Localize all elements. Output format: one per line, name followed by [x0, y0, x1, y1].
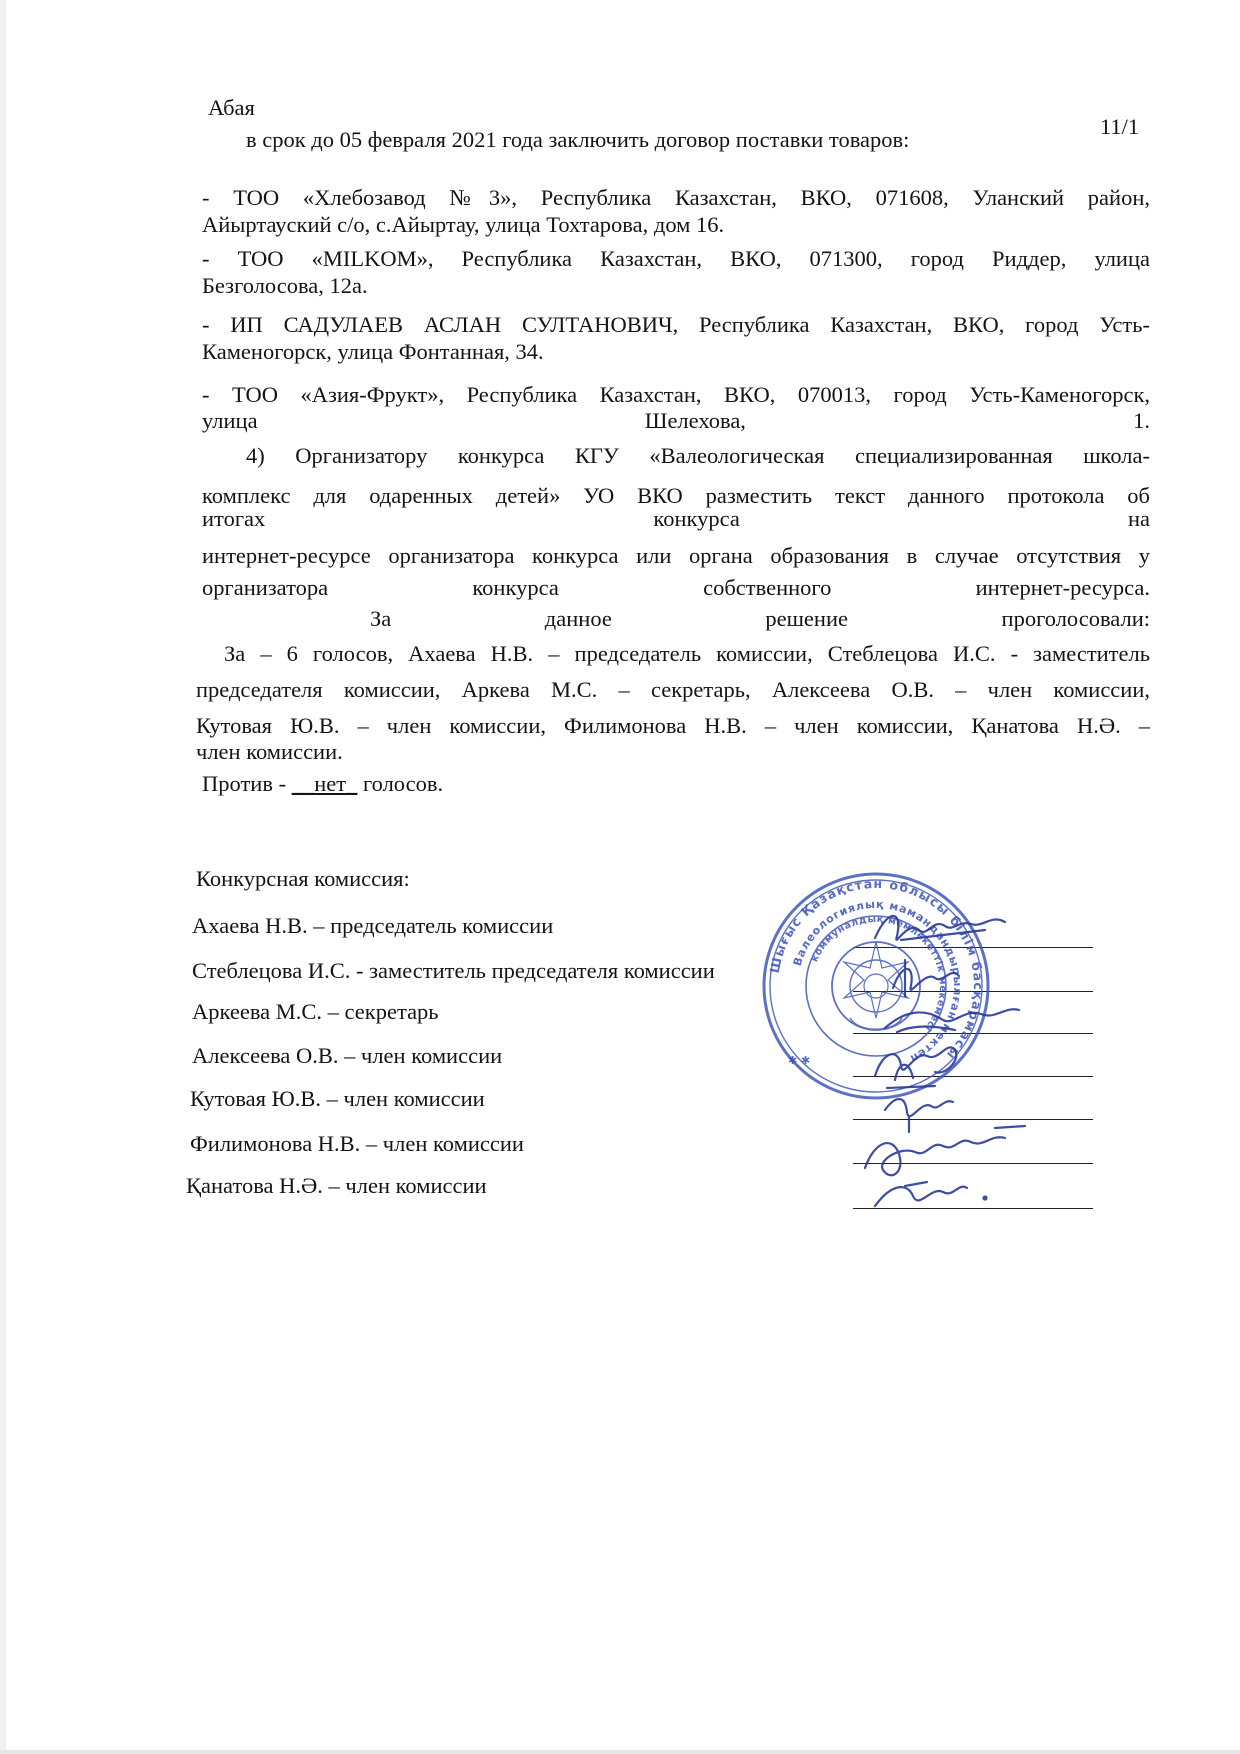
commission-heading: Конкурсная комиссия: [196, 866, 410, 891]
text-line: Каменогорск, улица Фонтанная, 34. [202, 339, 544, 364]
scan-edge [0, 1750, 1240, 1754]
text-line: член комиссии. [196, 739, 343, 764]
commission-member: Алексеева О.В. – член комиссии [192, 1043, 503, 1068]
commission-member: Стеблецова И.С. - заместитель председателя комиссии [192, 958, 715, 983]
text-line: За данное решение проголосовали: [370, 606, 1150, 631]
commission-member: Филимонова Н.В. – член комиссии [190, 1131, 524, 1156]
handwritten-signatures-icon [835, 900, 1075, 1220]
text-line: Абая [208, 95, 255, 120]
text-line: За – 6 голосов, Ахаева Н.В. – председатель комиссии, Стеблецова И.С. - заместитель [224, 641, 1150, 666]
page-number: 11/1 [1100, 114, 1140, 139]
text-line: Айыртауский с/о, с.Айыртау, улица Тохтарова, дом 16. [202, 212, 725, 237]
text-line: - ТОО «MILKOM», Республика Казахстан, ВКО, 071300, город Риддер, улица [202, 246, 1150, 271]
text-line: в срок до 05 февраля 2021 года заключить договор поставки товаров: [246, 127, 910, 152]
text-line: организатора конкурса собственного интернет-ресурса. [202, 575, 1150, 600]
votes-against-value: __нет_ [291, 771, 358, 796]
votes-against-label: Против - [202, 771, 292, 796]
commission-member: Қанатова Н.Ә. – член комиссии [186, 1173, 487, 1198]
votes-against-suffix: голосов. [357, 771, 444, 796]
text-line: - ТОО «Хлебозавод №3», Республика Казахстан, ВКО, 071608, Уланский район, [202, 185, 1150, 210]
text-line: итогах конкурса на [202, 506, 1150, 531]
text-line: комплекс для одаренных детей» УО ВКО разместить текст данного протокола об [202, 483, 1150, 508]
text-line: интернет-ресурсе организатора конкурса или органа образования в случае отсутствия у [202, 543, 1150, 568]
text-line: председателя комиссии, Аркева М.С. – секретарь, Алексеева О.В. – член комиссии, [196, 677, 1150, 702]
text-line: улица Шелехова, 1. [202, 408, 1150, 433]
text-line: 4) Организатору конкурса КГУ «Валеологическая специализированная школа- [246, 443, 1150, 468]
text-line: - ИП САДУЛАЕВ АСЛАН СУЛТАНОВИЧ, Республика Казахстан, ВКО, город Усть- [202, 312, 1150, 337]
text-line: - ТОО «Азия-Фрукт», Республика Казахстан, ВКО, 070013, город Усть-Каменогорск, [202, 382, 1150, 407]
scan-edge [0, 0, 6, 1754]
stamp-inner-text: Валеологиялық мамандандырылған мектеп [790, 897, 965, 1066]
svg-text:✱ ✱: ✱ ✱ [788, 1054, 811, 1067]
stamp-outer-text: Шығыс Қазақстан облысы білім басқармасы [766, 875, 987, 1064]
commission-member: Ахаева Н.В. – председатель комиссии [192, 913, 554, 938]
commission-member: Аркеева М.С. – секретарь [192, 999, 439, 1024]
text-line: Безголосова, 12а. [202, 273, 368, 298]
commission-member: Кутовая Ю.В. – член комиссии [190, 1086, 485, 1111]
text-line: Кутовая Ю.В. – член комиссии, Филимонова Н.В. – член комиссии, Қанатова Н.Ә. – [196, 713, 1150, 738]
votes-against [202, 770, 443, 798]
stamp-inner-text-2: коммуналдық мемлекеттік мекемесі [809, 913, 949, 1034]
